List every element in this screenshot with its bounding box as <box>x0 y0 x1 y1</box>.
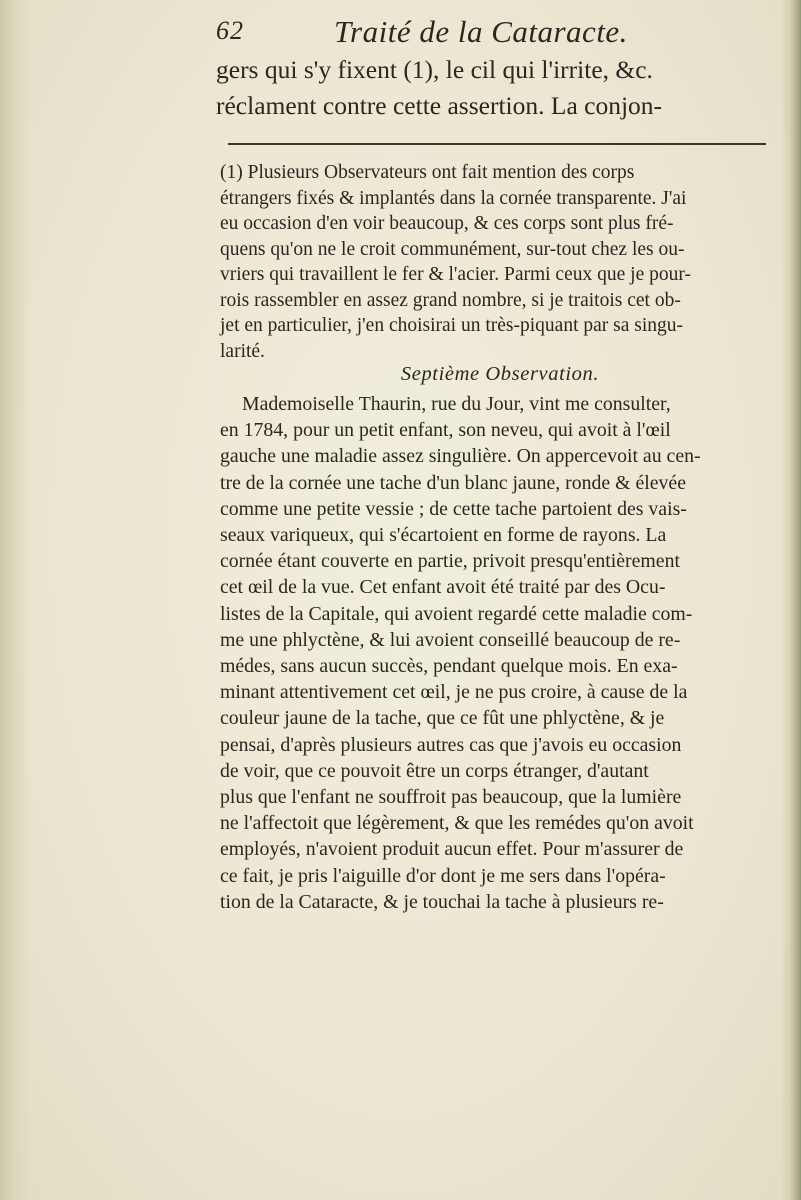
body-line: tion de la Cataracte, & je touchai la tache à plusieurs re- <box>220 890 664 913</box>
body-line: Mademoiselle Thaurin, rue du Jour, vint me consulter, <box>242 393 671 415</box>
body-line: médes, sans aucun succès, pendant quelque mois. En exa- <box>220 655 678 678</box>
body-line: cet œil de la vue. Cet enfant avoit été traité par des Ocu- <box>220 576 666 599</box>
body-line: comme une petite vessie ; de cette tache partoient des vais- <box>220 497 687 520</box>
footnote-line: (1) Plusieurs Observateurs ont fait mention des corps <box>220 162 635 183</box>
body-line: listes de la Capitale, qui avoient regardé cette maladie com- <box>220 602 693 625</box>
body-line: ce fait, je pris l'aiguille d'or dont je me sers dans l'opéra- <box>220 864 666 887</box>
observation-heading: Septième Observation. <box>400 363 600 385</box>
footnote-line: rois rassembler en assez grand nombre, si je traitois cet ob- <box>220 289 681 311</box>
body-line: de voir, que ce pouvoit être un corps étranger, d'autant <box>220 759 649 782</box>
page-number: 62 <box>216 16 244 45</box>
main-text-line: réclament contre cette assertion. La conjon- <box>216 91 663 120</box>
footnote-line: quens qu'on ne le croit communément, sur-tout chez les ou- <box>220 238 685 260</box>
body-line: cornée étant couverte en partie, privoit presqu'entièrement <box>220 550 680 573</box>
page-right-edge <box>781 0 801 1200</box>
observation-body <box>220 391 780 915</box>
footnote-separator-rule <box>228 143 766 145</box>
body-line: pensai, d'après plusieurs autres cas que j'avois eu occasion <box>220 733 682 756</box>
body-line: gauche une maladie assez singulière. On appercevoit au cen- <box>220 445 701 468</box>
footnote-line: vriers qui travaillent le fer & l'acier. Parmi ceux que je pour- <box>220 264 691 285</box>
footnote-line: étrangers fixés & implantés dans la cornée transparente. J'ai <box>220 187 687 209</box>
footnote <box>220 160 780 364</box>
main-text-line: gers qui s'y fixent (1), le cil qui l'irrite, &c. <box>216 55 653 84</box>
running-title: Traité de la Cataracte. <box>334 14 628 49</box>
body-line: plus que l'enfant ne souffroit pas beaucoup, que la lumière <box>220 786 682 809</box>
footnote-line: larité. <box>220 340 265 362</box>
body-line: seaux variqueux, qui s'écartoient en forme de rayons. La <box>220 524 667 547</box>
body-line: employés, n'avoient produit aucun effet. Pour m'assurer de <box>220 838 684 861</box>
footnote-line: jet en particulier, j'en choisirai un très-piquant par sa singu- <box>220 315 684 336</box>
body-line: en 1784, pour un petit enfant, son neveu, qui avoit à l'œil <box>220 419 671 442</box>
body-line: tre de la cornée une tache d'un blanc jaune, ronde & élevée <box>220 471 686 494</box>
body-line: ne l'affectoit que légèrement, & que les remédes qu'on avoit <box>220 812 694 835</box>
body-line: minant attentivement cet œil, je ne pus croire, à cause de la <box>220 681 688 704</box>
body-line: me une phlyctène, & lui avoient conseillé beaucoup de re- <box>220 628 681 651</box>
running-head <box>216 14 736 54</box>
main-text <box>216 52 776 124</box>
page-left-margin-shadow <box>0 0 30 1200</box>
body-line: couleur jaune de la tache, que ce fût une phlyctène, & je <box>220 707 665 730</box>
footnote-line: eu occasion d'en voir beaucoup, & ces corps sont plus fré- <box>220 213 674 234</box>
